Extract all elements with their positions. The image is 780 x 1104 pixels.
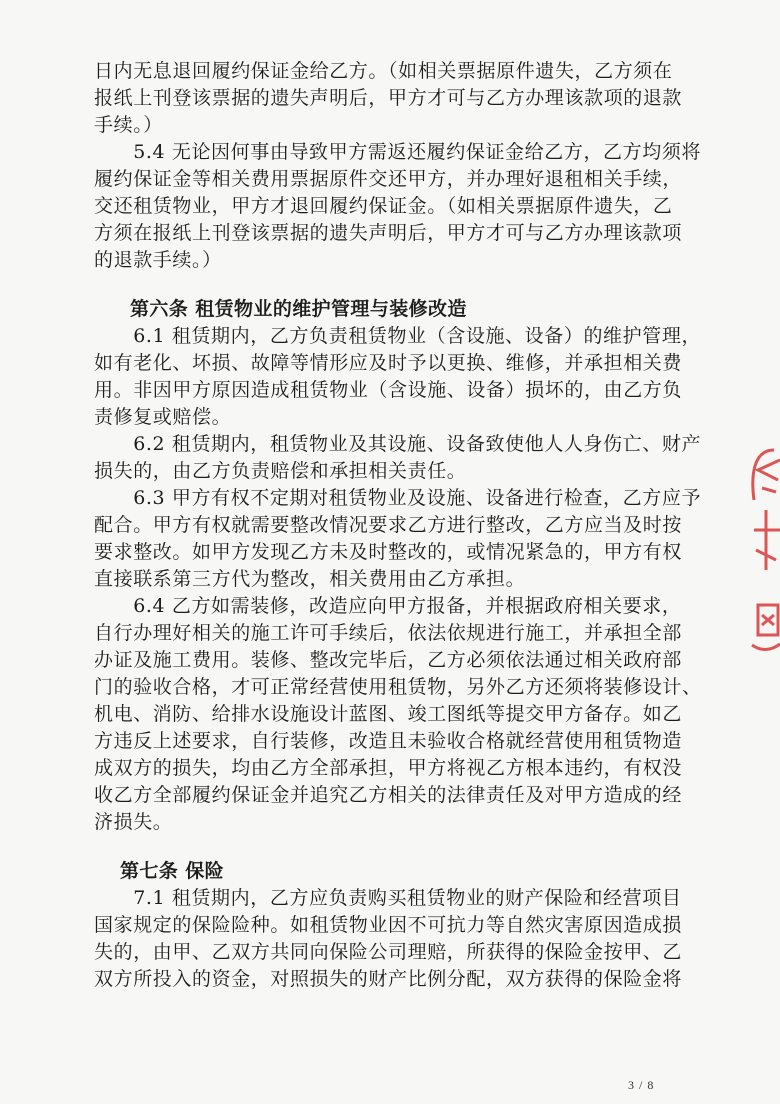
text-line: 要求整改。如甲方发现乙方未及时整改的，或情况紧急的，甲方有权	[94, 541, 683, 563]
text-line: 方违反上述要求，自行装修，改造且未验收合格就经营使用租赁物造	[94, 730, 683, 752]
text-line: 门的验收合格，才可正常经营使用租赁物，另外乙方还须将装修设计、	[94, 676, 702, 698]
text-line: 双方所投入的资金，对照损失的财产比例分配，双方获得的保险金将	[94, 968, 683, 990]
text-line: 6.4 乙方如需装修，改造应向甲方报备，并根据政府相关要求，	[94, 595, 682, 617]
text-line: 日内无息退回履约保证金给乙方。（如相关票据原件遗失，乙方须在	[94, 60, 673, 82]
text-line: 交还租赁物业，甲方才退回履约保证金。（如相关票据原件遗失，乙	[94, 195, 673, 217]
clause-5-continued	[94, 58, 702, 274]
text-line: 自行办理好相关的施工许可手续后，依法依规进行施工，并承担全部	[94, 622, 683, 644]
section-7-heading: 第七条 保险	[120, 860, 225, 882]
text-line: 办证及施工费用。装修、整改完毕后，乙方必须依法通过相关政府部	[94, 649, 683, 671]
red-seal-stamp-icon	[744, 440, 780, 660]
text-line: 用。非因甲方原因造成租赁物业（含设施、设备）损坏的，由乙方负	[94, 379, 683, 401]
text-line: 6.2 租赁期内，租赁物业及其设施、设备致使他人人身伤亡、财产	[94, 433, 702, 455]
text-line: 直接联系第三方代为整改，相关费用由乙方承担。	[94, 568, 526, 590]
text-line: 损失的，由乙方负责赔偿和承担相关责任。	[94, 460, 467, 482]
text-line: 如有老化、坏损、故障等情形应及时予以更换、维修，并承担相关费	[94, 352, 683, 374]
text-line: 国家规定的保险险种。如租赁物业因不可抗力等自然灾害原因造成损	[94, 914, 683, 936]
section-6-body	[94, 323, 702, 836]
text-line: 7.1 租赁期内，乙方应负责购买租赁物业的财产保险和经营项目	[94, 887, 682, 909]
text-line: 收乙方全部履约保证金并追究乙方相关的法律责任及对甲方造成的经	[94, 784, 683, 806]
text-line: 报纸上刊登该票据的遗失声明后，甲方才可与乙方办理该款项的退款	[94, 87, 683, 109]
text-line: 的退款手续。）	[94, 249, 222, 271]
page-number: 3 / 8	[628, 1078, 655, 1092]
text-line: 配合。甲方有权就需要整改情况要求乙方进行整改，乙方应当及时按	[94, 514, 683, 536]
text-line: 6.3 甲方有权不定期对租赁物业及设施、设备进行检查，乙方应予	[94, 487, 702, 509]
text-line: 6.1 租赁期内，乙方负责租赁物业（含设施、设备）的维护管理，	[94, 325, 702, 347]
section-7-body	[94, 885, 698, 993]
document-body	[94, 58, 702, 993]
text-line: 成双方的损失，均由乙方全部承担，甲方将视乙方根本违约，有权没	[94, 757, 683, 779]
section-6-heading: 第六条 租赁物业的维护管理与装修改造	[130, 298, 467, 320]
text-line: 责修复或赔偿。	[94, 406, 232, 428]
text-line: 机电、消防、给排水设施设计蓝图、竣工图纸等提交甲方备存。如乙	[94, 703, 683, 725]
text-line: 济损失。	[94, 811, 173, 833]
text-line: 5.4 无论因何事由导致甲方需返还履约保证金给乙方，乙方均须将	[94, 141, 702, 163]
text-line: 方须在报纸上刊登该票据的遗失声明后，甲方才可与乙方办理该款项	[94, 222, 683, 244]
text-line: 失的，由甲、乙双方共同向保险公司理赔，所获得的保险金按甲、乙	[94, 941, 683, 963]
text-line: 手续。）	[94, 114, 163, 136]
text-line: 履约保证金等相关费用票据原件交还甲方，并办理好退租相关手续，	[94, 168, 683, 190]
